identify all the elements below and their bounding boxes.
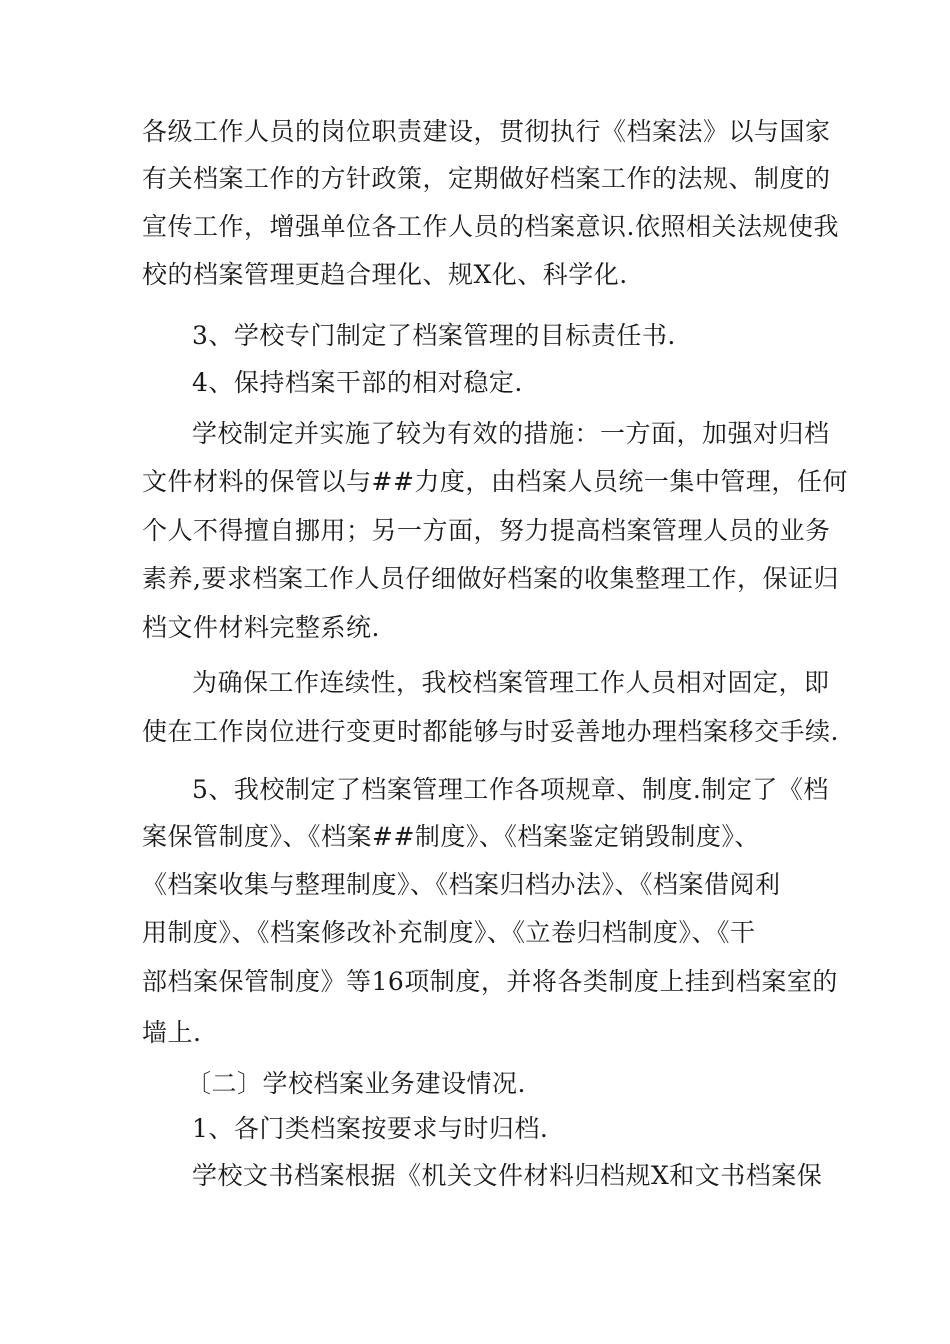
numbered-item-1: 1、各门类档案按要求与时归档. bbox=[192, 1114, 549, 1143]
section-heading: 〔二〕学校档案业务建设情况. bbox=[186, 1069, 526, 1098]
body-text-line: 有关档案工作的方针政策，定期做好档案工作的法规、制度的 bbox=[142, 164, 831, 193]
body-text-line: 案保管制度》、《档案##制度》、《档案鉴定销毁制度》、 bbox=[142, 822, 760, 851]
paragraph-first-line: 为确保工作连续性，我校档案管理工作人员相对固定，即 bbox=[192, 668, 830, 697]
body-text-line: 个人不得擅自挪用；另一方面，努力提高档案管理人员的业务 bbox=[142, 516, 831, 545]
numbered-item-4: 4、保持档案干部的相对稳定. bbox=[192, 368, 523, 397]
body-text-line: 《档案收集与整理制度》、《档案归档办法》、《档案借阅利 bbox=[142, 870, 781, 899]
body-text-line: 校的档案管理更趋合理化、规X化、科学化. bbox=[142, 260, 628, 289]
body-text-line: 宣传工作，增强单位各工作人员的档案意识.依照相关法规使我 bbox=[142, 212, 839, 241]
body-text-line: 用制度》、《档案修改补充制度》、《立卷归档制度》、《干 bbox=[142, 918, 756, 947]
paragraph-first-line: 学校文书档案根据《机关文件材料归档规X和文书档案保 bbox=[192, 1161, 823, 1190]
body-text-line: 素养,要求档案工作人员仔细做好档案的收集整理工作，保证归 bbox=[142, 564, 839, 593]
paragraph-first-line: 学校制定并实施了较为有效的措施：一方面，加强对归档 bbox=[192, 419, 830, 448]
numbered-item-3: 3、学校专门制定了档案管理的目标责任书. bbox=[192, 321, 676, 350]
body-text-line: 墙上. bbox=[142, 1018, 202, 1047]
body-text-line: 档文件材料完整系统. bbox=[142, 613, 380, 642]
body-text-line: 部档案保管制度》等16项制度，并将各类制度上挂到档案室的 bbox=[142, 967, 838, 996]
body-text-line: 各级工作人员的岗位职责建设，贯彻执行《档案法》以与国家 bbox=[142, 117, 831, 146]
numbered-item-5: 5、我校制定了档案管理工作各项规章、制度.制定了《档 bbox=[192, 775, 829, 804]
body-text-line: 使在工作岗位进行变更时都能够与时妥善地办理档案移交手续. bbox=[142, 717, 839, 746]
body-text-line: 文件材料的保管以与##力度，由档案人员统一集中管理，任何 bbox=[142, 467, 848, 496]
